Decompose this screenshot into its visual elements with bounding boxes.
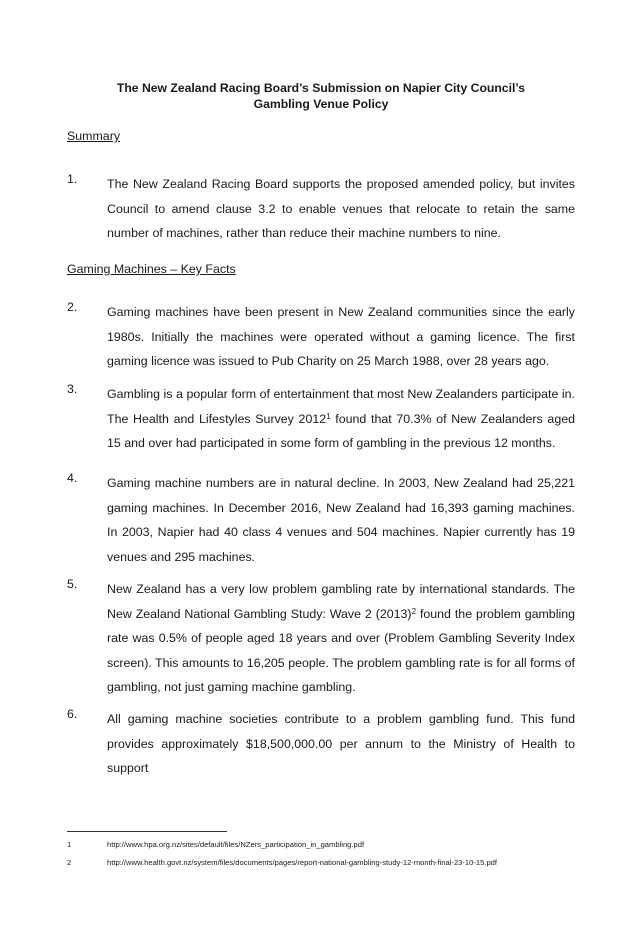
footnote-number: 2	[67, 858, 72, 867]
title-line-2: Gambling Venue Policy	[253, 97, 389, 111]
footnote-ref: 1	[326, 411, 331, 421]
paragraph-number: 1.	[67, 172, 78, 186]
footnote-url[interactable]: http://www.hpa.org.nz/sites/default/files/NZers_participation_in_gambling.pdf	[107, 840, 365, 849]
paragraph-text-after: found the problem gambling rate was 0.5% of people aged 18 years and over (Problem Gambling Severity Index screen). This amounts to 16,205 people. The problem gambling rate is for all forms of gambling, not just gaming machine gambling.	[107, 606, 575, 694]
paragraph-number: 4.	[67, 471, 78, 485]
paragraph-number: 2.	[67, 300, 78, 314]
footnote-number: 1	[67, 840, 72, 849]
paragraph-number: 3.	[67, 382, 78, 396]
heading-key-facts: Gaming Machines – Key Facts	[67, 262, 236, 276]
paragraph-text: The New Zealand Racing Board supports the proposed amended policy, but invites Council to amend clause 3.2 to enable venues that relocate to retain the same number of machines, rather than reduce their machine numbers to nine.	[107, 177, 575, 240]
paragraph-number: 5.	[67, 577, 78, 591]
paragraph-text-before: New Zealand has a very low problem gambling rate by international standards. The New Zealand National Gambling Study: Wave 2 (2013)	[107, 582, 575, 621]
footnote-separator	[67, 831, 227, 832]
paragraph-text: Gaming machine numbers are in natural decline. In 2003, New Zealand had 25,221 gaming machines. In December 2016, New Zealand had 16,393 gaming machines. In 2003, Napier had 40 class 4 venues and 504 machines. Napier currently has 19 venues and 295 machines.	[107, 476, 575, 564]
footnote-url[interactable]: http://www.health.govt.nz/system/files/documents/pages/report-national-gambling-study-12-month-final-23-10-15.pdf	[107, 858, 498, 867]
paragraph-number: 6.	[67, 707, 78, 721]
paragraph-text: Gaming machines have been present in New Zealand communities since the early 1980s. Initially the machines were operated without a gaming licence. The first gaming licence was issued to Pub Charity on 25 March 1988, over 28 years ago.	[107, 305, 575, 368]
heading-summary: Summary	[67, 129, 121, 143]
title-line-1: The New Zealand Racing Board’s Submission on Napier City Council’s	[116, 81, 526, 95]
paragraph-text-before: Gambling is a popular form of entertainment that most New Zealanders participate in. The Health and Lifestyles Survey 2012	[107, 387, 575, 426]
paragraph-text	[107, 382, 575, 456]
paragraph-text-after: found that 70.3% of New Zealanders aged 15 and over had participated in some form of gambling in the previous 12 months.	[107, 411, 575, 450]
paragraph-text	[107, 577, 575, 700]
paragraph-text: All gaming machine societies contribute to a problem gambling fund. This fund provides approximately $18,500,000.00 per annum to the Ministry of Health to support	[107, 712, 575, 775]
document-title	[60, 80, 582, 112]
footnote-ref: 2	[411, 606, 417, 616]
